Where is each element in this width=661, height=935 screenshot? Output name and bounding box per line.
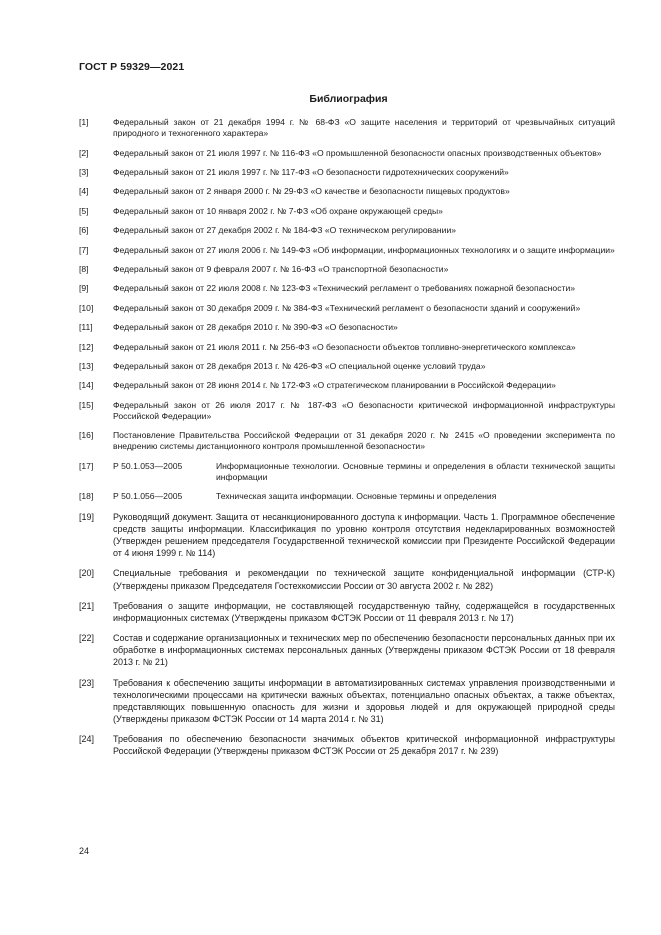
entry-text: Состав и содержание организационных и технических мер по обеспечению безопасности персональных данных при их обработке в информационных системах персональных данных (Утверждены приказом ФСТЭК России от 18 февраля 2013 г. № 21) (113, 633, 615, 668)
bibliography-entry (79, 303, 615, 314)
entry-text: Федеральный закон от 21 июля 1997 г. № 116-ФЗ «О промышленной безопасности опасных производственных объектов» (113, 147, 602, 158)
entry-text: Федеральный закон от 28 декабря 2010 г. № 390-ФЗ «О безопасности» (113, 322, 398, 333)
page-number: 24 (79, 846, 90, 856)
entry-text: Требования по обеспечению безопасности значимых объектов критической информационной инфраструктуры Российской Федерации (Утверждены приказом ФСТЭК России от 25 декабря 2017 г. № 239) (113, 734, 615, 757)
entry-text: Федеральный закон от 27 декабря 2002 г. № 184-ФЗ «О техническом регулировании» (113, 225, 457, 236)
bibliography-entry (79, 632, 615, 668)
entry-number: [3] (79, 166, 89, 177)
entry-number: [8] (79, 263, 89, 274)
bibliography-entry (79, 206, 615, 217)
entry-text: Специальные требования и рекомендации по технической защите конфиденциальной информации (СТР-К) (Утверждены приказом Председателя Гостехкомиссии России от 30 августа 2002 г. № 282) (113, 568, 615, 591)
bibliography-entry (79, 461, 615, 483)
entry-text: Федеральный закон от 21 декабря 1994 г. № 68-ФЗ «О защите населения и территорий от чрезвычайных ситуаций природного и техногенного характера» (113, 117, 615, 139)
entry-text: Федеральный закон от 21 июля 2011 г. № 256-ФЗ «О безопасности объектов топливно-энергетического комплекса» (113, 341, 576, 352)
entry-number: [14] (79, 380, 94, 391)
entry-text: Постановление Правительства Российской Федерации от 31 декабря 2020 г. № 2415 «О проведении эксперимента по внедрению системы дистанционного контроля промышленной безопасности» (113, 430, 615, 452)
bibliography-entry (79, 148, 615, 159)
section-title: Библиография (309, 93, 388, 105)
entry-number: [13] (79, 360, 94, 371)
entry-text: Федеральный закон от 9 февраля 2007 г. № 16-ФЗ «О транспортной безопасности» (113, 263, 449, 274)
bibliography-entry (79, 400, 615, 422)
entry-text: Федеральный закон от 28 декабря 2013 г. № 426-ФЗ «О специальной оценке условий труда» (113, 360, 486, 371)
entry-number: [18] (79, 491, 94, 502)
entry-text: Федеральный закон от 2 января 2000 г. № 29-ФЗ «О качестве и безопасности пищевых продуктов» (113, 186, 510, 197)
entry-number: [21] (79, 600, 95, 611)
entry-number: [20] (79, 568, 95, 579)
bibliography-list (79, 117, 615, 766)
entry-text: Федеральный закон от 22 июля 2008 г. № 123-ФЗ «Технический регламент о требованиях пожарной безопасности» (113, 283, 576, 294)
bibliography-entry (79, 380, 615, 391)
bibliography-entry (79, 342, 615, 353)
bibliography-entry (79, 677, 615, 725)
bibliography-entry (79, 322, 615, 333)
entry-text: Федеральный закон от 27 июля 2006 г. № 149-ФЗ «Об информации, информационных технологиях и о защите информации» (113, 244, 615, 255)
entry-number: [1] (79, 117, 89, 127)
entry-number: [15] (79, 399, 94, 410)
bibliography-entry (79, 511, 615, 559)
entry-number: [22] (79, 633, 95, 644)
entry-number: [7] (79, 244, 89, 255)
entry-number: [2] (79, 147, 89, 158)
bibliography-entry (79, 186, 615, 197)
entry-text: Информационные технологии. Основные термины и определения в области технической защиты информации (216, 460, 615, 483)
entry-text: Руководящий документ. Защита от несанкционированного доступа к информации. Часть 1. Программное обеспечение средств защиты информации. Классификация по уровню контроля отсутствия недекларированных возможностей (Утвержден решением председателя Государственной технической комиссии при Президенте Российской Федерации от 4 июня 1999 г. № 114) (113, 511, 615, 559)
document-code: ГОСТ Р 59329—2021 (79, 61, 185, 73)
entry-number: [9] (79, 283, 89, 294)
bibliography-entry (79, 283, 615, 294)
entry-number: [4] (79, 186, 89, 197)
bibliography-entry (79, 491, 615, 502)
entry-number: [12] (79, 341, 94, 352)
bibliography-entry (79, 600, 615, 624)
bibliography-entry (79, 567, 615, 591)
entry-number: [5] (79, 205, 89, 216)
bibliography-entry (79, 245, 615, 256)
entry-text: Требования к обеспечению защиты информации в автоматизированных системах управления производственными и технологическими процессами на критически важных объектах, потенциально опасных объектах, а также объектах, представляющих повышенную опасность для жизни и здоровья людей и для окружающей природной среды (Утверждены приказом ФСТЭК России от 14 марта 2014 г. № 31) (113, 677, 615, 724)
entry-text: Техническая защита информации. Основные термины и определения (216, 491, 497, 502)
entry-text: Федеральный закон от 28 июня 2014 г. № 172-ФЗ «О стратегическом планировании в Российской Федерации» (113, 380, 556, 391)
standard-code: Р 50.1.056—2005 (113, 491, 183, 502)
entry-number: [6] (79, 225, 89, 236)
entry-text: Федеральный закон от 26 июля 2017 г. № 187-ФЗ «О безопасности критической информационной инфраструктуры Российской Федерации» (113, 399, 615, 421)
bibliography-entry (79, 264, 615, 275)
entry-number: [19] (79, 511, 95, 522)
entry-text: Требования о защите информации, не составляющей государственную тайну, содержащейся в государственных информационных системах (Утверждены приказом ФСТЭК России от 11 февраля 2013 г. № 17) (113, 600, 615, 623)
bibliography-entry (79, 225, 615, 236)
entry-text: Федеральный закон от 30 декабря 2009 г. № 384-ФЗ «Технический регламент о безопасности зданий и сооружений» (113, 302, 581, 313)
entry-number: [11] (79, 322, 93, 333)
entry-number: [10] (79, 302, 94, 313)
entry-number: [23] (79, 677, 95, 688)
bibliography-entry (79, 733, 615, 757)
bibliography-entry (79, 361, 615, 372)
entry-text: Федеральный закон от 21 июля 1997 г. № 117-ФЗ «О безопасности гидротехнических сооружений» (113, 166, 509, 177)
entry-number: [24] (79, 734, 95, 745)
bibliography-entry (79, 430, 615, 452)
entry-number: [17] (79, 460, 94, 471)
entry-number: [16] (79, 430, 94, 441)
bibliography-entry (79, 167, 615, 178)
entry-text: Федеральный закон от 10 января 2002 г. № 7-ФЗ «Об охране окружающей среды» (113, 205, 443, 216)
bibliography-entry (79, 117, 615, 139)
standard-code: Р 50.1.053—2005 (113, 460, 183, 471)
